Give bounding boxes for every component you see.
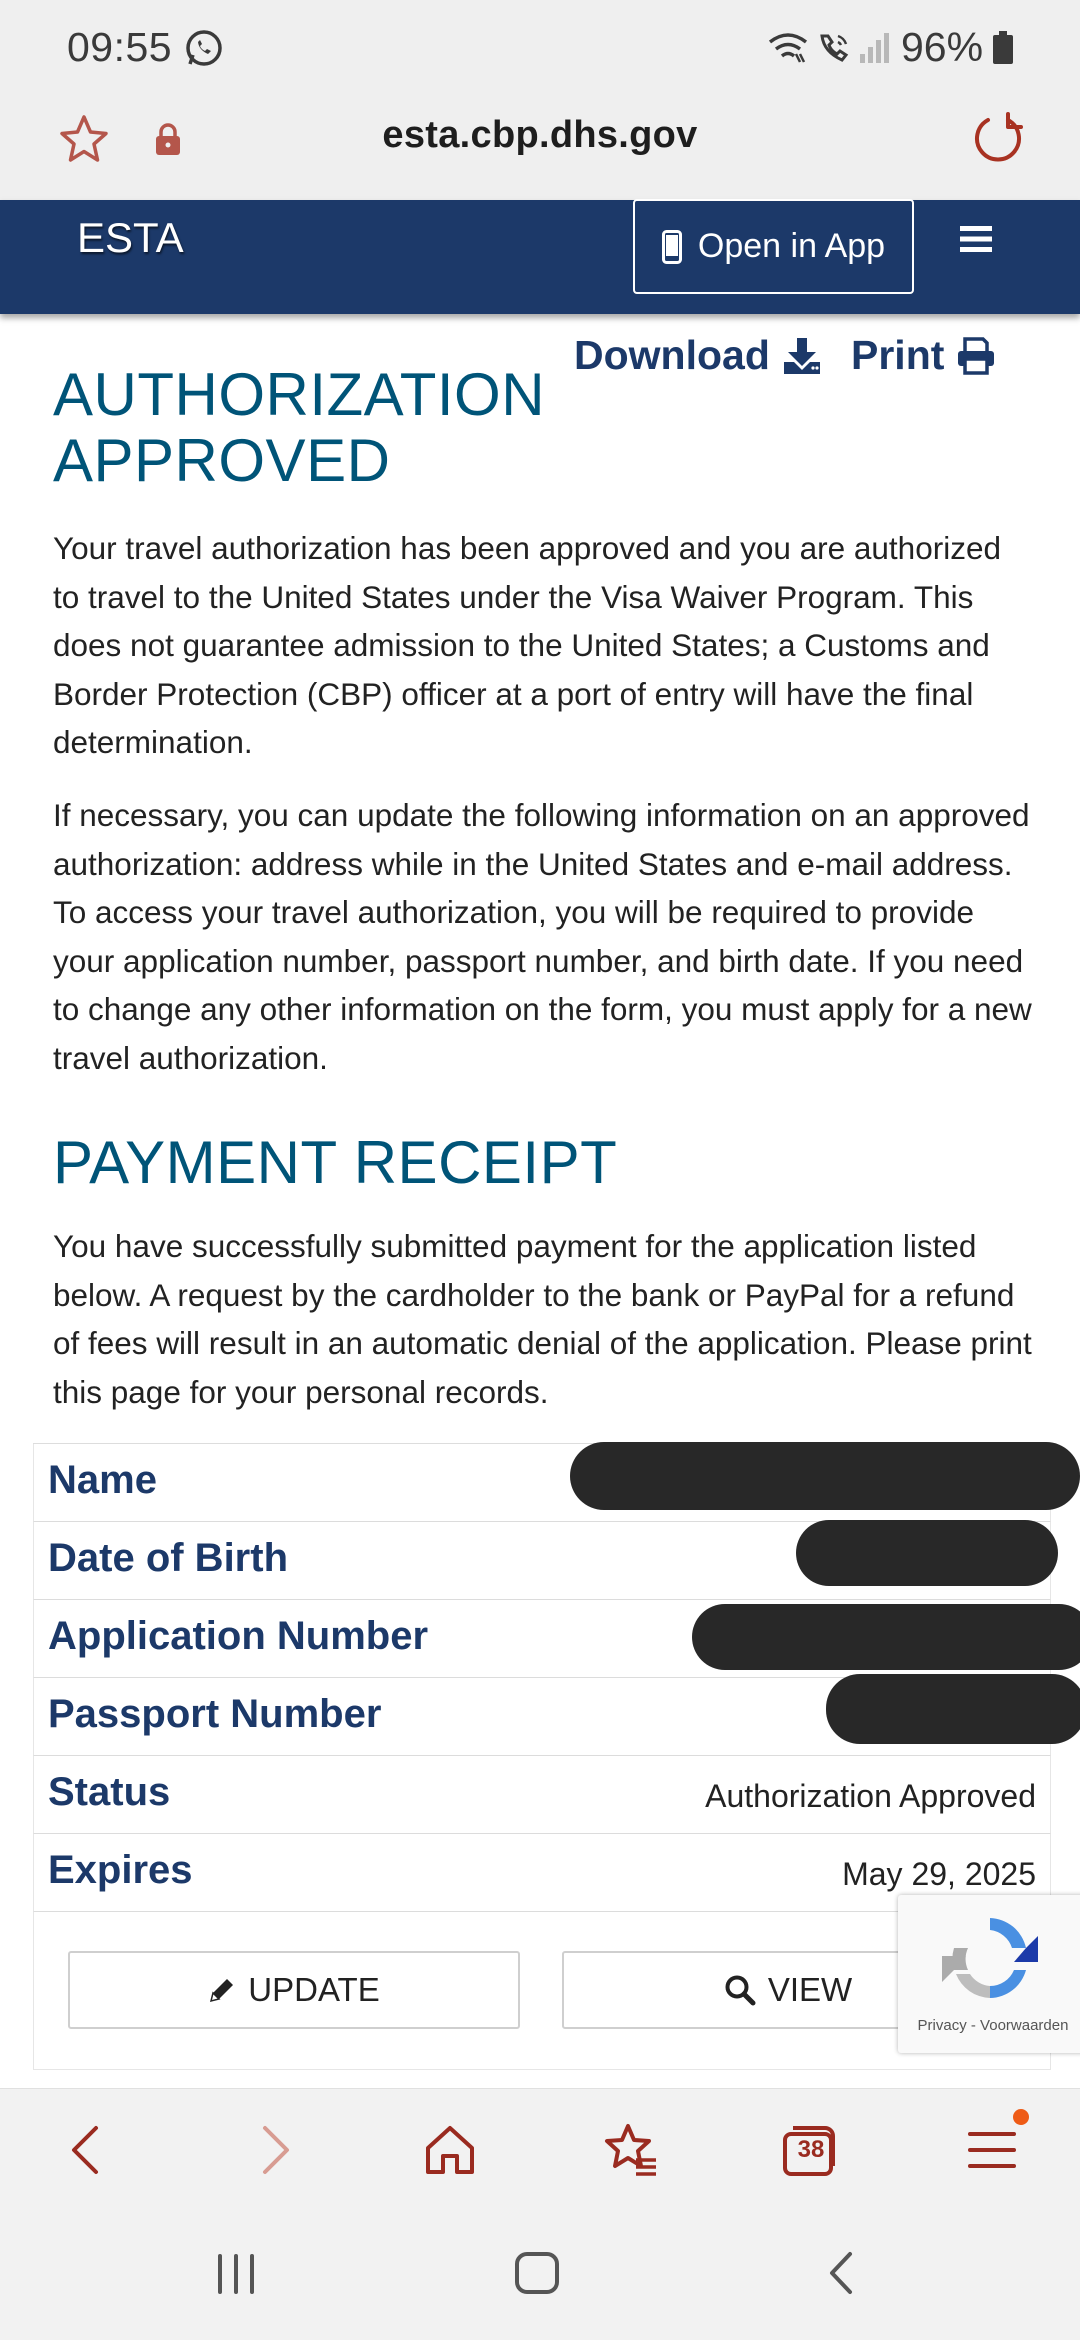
back-icon[interactable] [58,2120,118,2180]
update-button[interactable] [68,1951,520,2029]
browser-bottom-nav [0,2088,1080,2214]
redaction-mark [692,1604,1080,1670]
row-label-application-number: Application Number [48,1614,429,1658]
authorization-paragraph-1: Your travel authorization has been approved and you are authorized to travel to the United States under the Visa Waiver Program. This does not guarantee admission to the United States; a Customs and Border Protection (CBP) officer at a port of entry will have the final determination. [53,530,1001,761]
table-row [33,1444,1051,1522]
row-value-expires: May 29, 2025 [842,1856,1036,1892]
esta-logo[interactable]: ESTA [77,214,184,261]
phone-icon [662,230,682,264]
bookmarks-icon[interactable] [600,2120,660,2180]
authorization-paragraph-2: If necessary, you can update the following information on an approved authorization: address while in the United States and e-mail address. To access your travel authorization, you will be required to provide your application number, passport number, and birth date. If you need to change any other information on the form, you must apply for a new travel authorization. [53,797,1032,1076]
download-icon [782,337,822,375]
update-label: UPDATE [248,1971,380,2008]
status-time: 09:55 [67,24,173,70]
table-row [33,1600,1051,1678]
system-home-icon[interactable] [507,2248,567,2298]
recent-apps-icon[interactable] [206,2248,266,2298]
wifi-calling-icon [766,30,810,66]
system-back-icon[interactable] [812,2248,872,2298]
recaptcha-icon [938,1908,1042,2008]
table-row [33,1522,1051,1600]
recaptcha-privacy-terms[interactable]: Privacy - Voorwaarden [917,2017,1069,2034]
redaction-mark [796,1520,1058,1586]
row-label-expires: Expires [48,1848,193,1892]
forward-icon[interactable] [243,2120,303,2180]
row-label-name: Name [48,1458,157,1502]
open-in-app-label: Open in App [697,227,886,265]
tab-count: 38 [797,2136,825,2163]
redaction-mark [570,1442,1080,1510]
payment-receipt-paragraph: You have successfully submitted payment for the application listed below. A request by the cardholder to the bank or PayPal for a refund of fees will result in an automatic denial of the application. Please print this page for your personal records. [53,1228,1032,1410]
notification-dot [1013,2109,1029,2125]
open-in-app-button[interactable] [633,199,914,294]
hamburger-menu-icon[interactable] [958,224,994,254]
menu-icon[interactable] [962,2120,1022,2180]
print-link[interactable] [851,332,996,379]
row-value-status: Authorization Approved [705,1778,1036,1814]
url-text[interactable]: esta.cbp.dhs.gov [382,114,698,156]
download-label: Download [574,332,770,378]
payment-receipt-heading: PAYMENT RECEIPT [53,1129,618,1196]
row-label-dob: Date of Birth [48,1536,288,1580]
search-icon [724,1974,756,2006]
table-row [33,1678,1051,1756]
redaction-mark [826,1674,1080,1744]
reload-icon[interactable] [968,110,1024,166]
call-icon [816,30,852,66]
view-label: VIEW [767,1971,853,2008]
row-label-passport-number: Passport Number [48,1692,382,1736]
signal-icon [858,32,892,64]
pencil-icon [208,1976,236,2004]
whatsapp-icon [184,28,224,68]
receipt-table [33,1443,1051,1912]
battery-icon [992,31,1014,64]
home-icon[interactable] [420,2120,480,2180]
table-row [33,1756,1051,1834]
authorization-heading: AUTHORIZATION APPROVED [53,361,546,494]
row-label-status: Status [48,1770,171,1814]
print-icon [956,337,996,375]
print-label: Print [851,332,945,378]
battery-percentage: 96% [901,24,984,70]
